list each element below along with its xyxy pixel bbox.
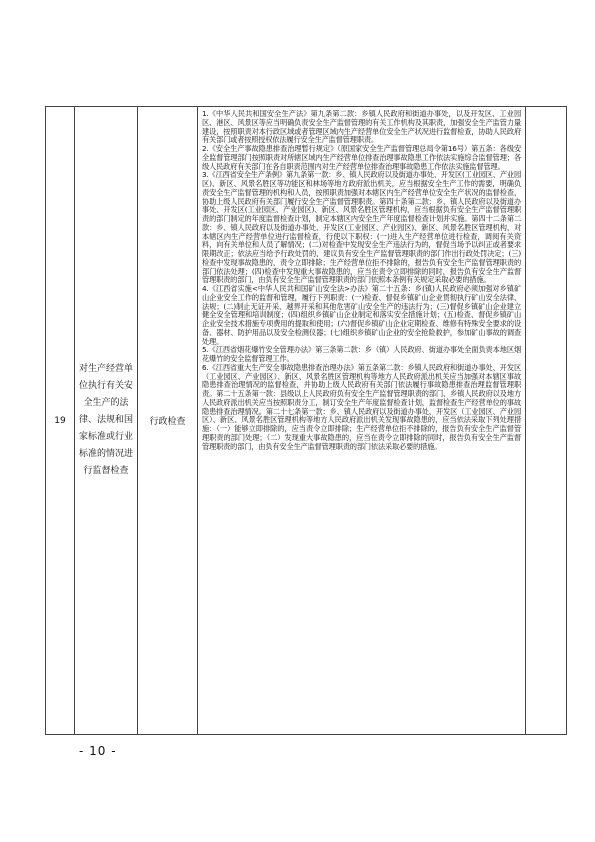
table-row: [46, 107, 567, 735]
page-number: - 10 -: [79, 744, 117, 758]
power-category: 行政检查: [138, 107, 198, 735]
legal-basis-cell: [198, 107, 526, 735]
legal-basis-paragraph: 3.《江西省安全生产条例》第九条第一款：乡、镇人民政府以及街道办事处、开发区(工业园区、产业园区)、新区、风景名胜区等功能区和林场等地方政府派出机关，应当根据安全生产工作的需要，明确负责安全生产监督管理的机构和人员，按照职责加强对本辖区内生产经营单位安全生产状况的监督检查，协助上级人民政府有关部门履行安全生产监督管理职责。第四十条第二款：乡、镇人民政府以及街道办事处、开发区(工业园区、产业园区)、新区、风景名胜区管理机构，应当根据负有安全生产监督管理职责的部门制定的年度监督检查计划，制定本辖区内安全生产年度监督检查计划并实施。第四十二条第二款：乡、镇人民政府以及街道办事处、开发区(工业园区、产业园区)、新区、风景名胜区管理机构，对本辖区内生产经营单位进行监督检查，行使以下职权：(一)进入生产经营单位进行检查，调阅有关资料，向有关单位和人员了解情况；(二)对检查中发现安全生产违法行为的，督促当场予以纠正或者要求限期改正；依法应当给予行政处罚的，建议负有安全生产监督管理职责的部门作出行政处罚决定；(三)检查中发现事故隐患的，责令立即排除；生产经营单位拒不排除的，报告负有安全生产监督管理职责的部门依法处理；(四)检查中发现重大事故隐患的，应当在责令立即排除的同时，报告负有安全生产监督管理职责的部门，由负有安全生产监督管理职责的部门依照本条例有关规定采取必要的措施。: [202, 170, 521, 285]
legal-basis-paragraph: 5.《江西省烟花爆竹安全管理办法》第三条第二款：乡（镇）人民政府、街道办事处全面负责本地区烟花爆竹的安全监督管理工作。: [202, 345, 521, 363]
legal-basis-text: [202, 110, 521, 732]
legal-basis-paragraph: 4.《江西省实施<中华人民共和国矿山安全法>办法》第二十五条：乡(镇)人民政府必须加强对乡镇矿山企业安全工作的监督和管理，履行下列职责：(一)检查、督促乡镇矿山企业贯彻执行矿山安全法律、法规；(二)制止无证开采、越界开采和其他危害矿山安全生产的违法行为；(三)督促乡镇矿山企业建立健全安全管理和培训制度；(四)组织乡镇矿山企业制定和落实安全措施计划；(五)检查、督促乡镇矿山企业安全技术措施专项费用的提取和使用；(六)督促乡镇矿山企业定期检查、维修有特殊安全要求的设备、器材、防护用品以及安全检测仪器；(七)组织乡镇矿山企业的安全抢险救护，参加矿山事故的调查处理。: [202, 284, 521, 346]
legal-basis-paragraph: 2.《安全生产事故隐患排查治理暂行规定》（原国家安全生产监督管理总局令第16号）第五条：各级安全监督管理部门按照职责对所辖区域内生产经营单位排查治理事故隐患工作依法实施综合监督管理；各级人民政府有关部门在各自职责范围内对生产经营单位排查治理事故隐患工作依法实施监督管理。: [202, 144, 521, 171]
power-item-name: 对生产经营单位执行有关安全生产的法律、法规和国家标准或行业标准的情况进行监督检查: [75, 107, 138, 735]
row-number: 19: [46, 107, 75, 735]
legal-basis-paragraph: 1.《中华人民共和国安全生产法》第九条第二款：乡镇人民政府和街道办事处，以及开发区、工业园区、港区、风景区等应当明确负责安全生产监督管理的有关工作机构及其职责，加强安全生产监管力量建设，按照职责对本行政区域或者管理区域内生产经营单位安全生产状况进行监督检查，协助人民政府有关部门或者按照授权依法履行安全生产监督管理职责。: [202, 110, 521, 145]
remarks-cell: [526, 107, 567, 735]
power-list-table: [45, 106, 567, 735]
legal-basis-paragraph: 6.《江西省重大生产安全事故隐患排查治理办法》第五条第二款：乡镇人民政府和街道办事处、开发区（工业园区、产业园区）、新区、风景名胜区管理机构等地方人民政府派出机关应当加强对本辖区事故隐患排查治理情况的监督检查，并协助上级人民政府有关部门依法履行事故隐患排查治理监督管理职责。第二十五条第一款：县级以上人民政府负有安全生产监督管理职责的部门、乡镇人民政府以及地方人民政府派出机关应当按照职责分工，制订安全生产年度监督检查计划，监督检查生产经营单位的事故隐患排查治理情况。第二十七条第一款：乡、镇人民政府以及街道办事处、开发区（工业园区、产业园区）、新区、风景名胜区管理机构等地方人民政府派出机关发现事故隐患的，应当依法采取下列处理措施：（一）能够立即排除的，应当责令立即排除；生产经营单位拒不排除的，报告负有安全生产监督管理职责的部门处理；（二）发现重大事故隐患的，应当在责令立即排除的同时，报告负有安全生产监督管理职责的部门，由负有安全生产监督管理职责的部门依法采取必要的措施。: [202, 362, 521, 451]
